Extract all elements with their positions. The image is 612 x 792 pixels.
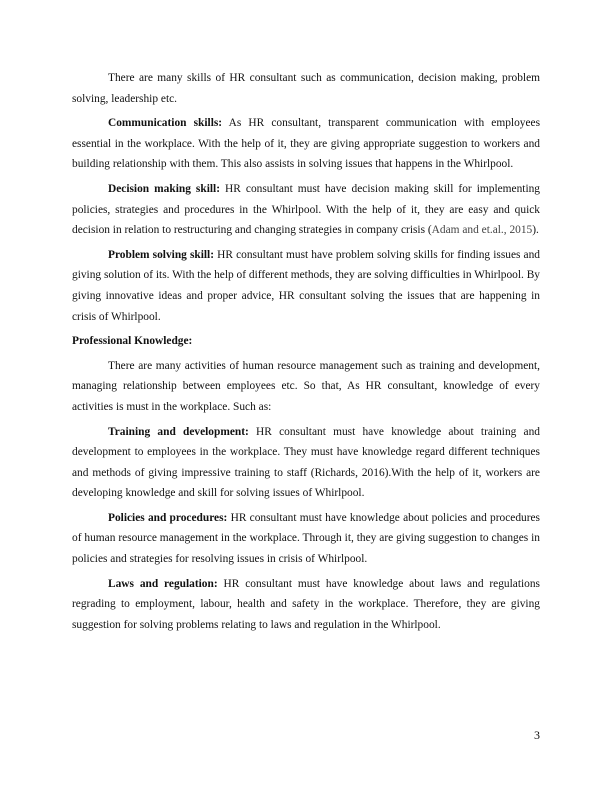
problem-text: HR consultant must have problem solving skills for finding issues and giving solution of its. With the help of different methods, they are solving difficulties in Whirlpool. By giving innovative ideas and proper advice, HR consultant solving the issues that are happening in crisis of Whirlpool. (72, 248, 541, 323)
policies-heading: Policies and procedures: (108, 511, 228, 524)
decision-paragraph (72, 179, 540, 241)
training-text: HR consultant must have knowledge about training and development to employees in the workplace. They must have knowledge regard different techniques and methods of giving impressive training to staff (Richards, 2016).With the help of it, workers are developing knowledge and skill for solving issues of Whirlpool. (72, 425, 541, 500)
communication-text: As HR consultant, transparent communication with employees essential in the workplace. With the help of it, they are giving appropriate suggestion to workers and building relationship with them. This also assists in solving issues that happens in the Whirlpool. (72, 117, 541, 171)
professional-intro-text: There are many activities of human resource management such as training and development, managing relationship between employees etc. So that, As HR consultant, knowledge of every activities is must in the workplace. Such as: (72, 359, 540, 413)
decision-citation: Adam and et.al., 2015 (431, 224, 533, 237)
intro-paragraph (72, 68, 540, 109)
policies-text: HR consultant must have knowledge about policies and procedures of human resource management in the workplace. Through it, they are giving suggestion to changes in policies and strategies for resolving issues in crisis of Whirlpool. (72, 511, 540, 566)
training-paragraph (72, 422, 540, 504)
professional-knowledge-heading: Professional Knowledge: (72, 335, 193, 348)
decision-text: HR consultant must have decision making skill for implementing policies, strategies and procedures in the Whirlpool. With the help of it, they are easy and quick decision in relation to restructuring and changing strategies in company crisis ( (72, 182, 541, 237)
problem-heading: Problem solving skill: (108, 248, 215, 261)
intro-text: There are many skills of HR consultant such as communication, decision making, problem solving, leadership etc. (72, 72, 540, 105)
laws-paragraph (72, 574, 540, 636)
problem-paragraph (72, 245, 540, 327)
page-content (72, 68, 540, 639)
page-number: 3 (534, 728, 540, 742)
communication-paragraph (72, 113, 540, 175)
policies-paragraph (72, 508, 540, 570)
communication-heading: Communication skills: (108, 117, 223, 130)
laws-text: HR consultant must have knowledge about laws and regulations regrading to employment, labour, health and safety in the workplace. Therefore, they are giving suggestion for solving problems relating to laws and regulation in the Whirlpool. (72, 577, 540, 631)
training-heading: Training and development: (108, 425, 249, 438)
professional-intro-paragraph (72, 356, 540, 418)
decision-text-end: ). (532, 224, 539, 237)
laws-heading: Laws and regulation: (108, 577, 218, 590)
decision-heading: Decision making skill: (108, 182, 220, 195)
